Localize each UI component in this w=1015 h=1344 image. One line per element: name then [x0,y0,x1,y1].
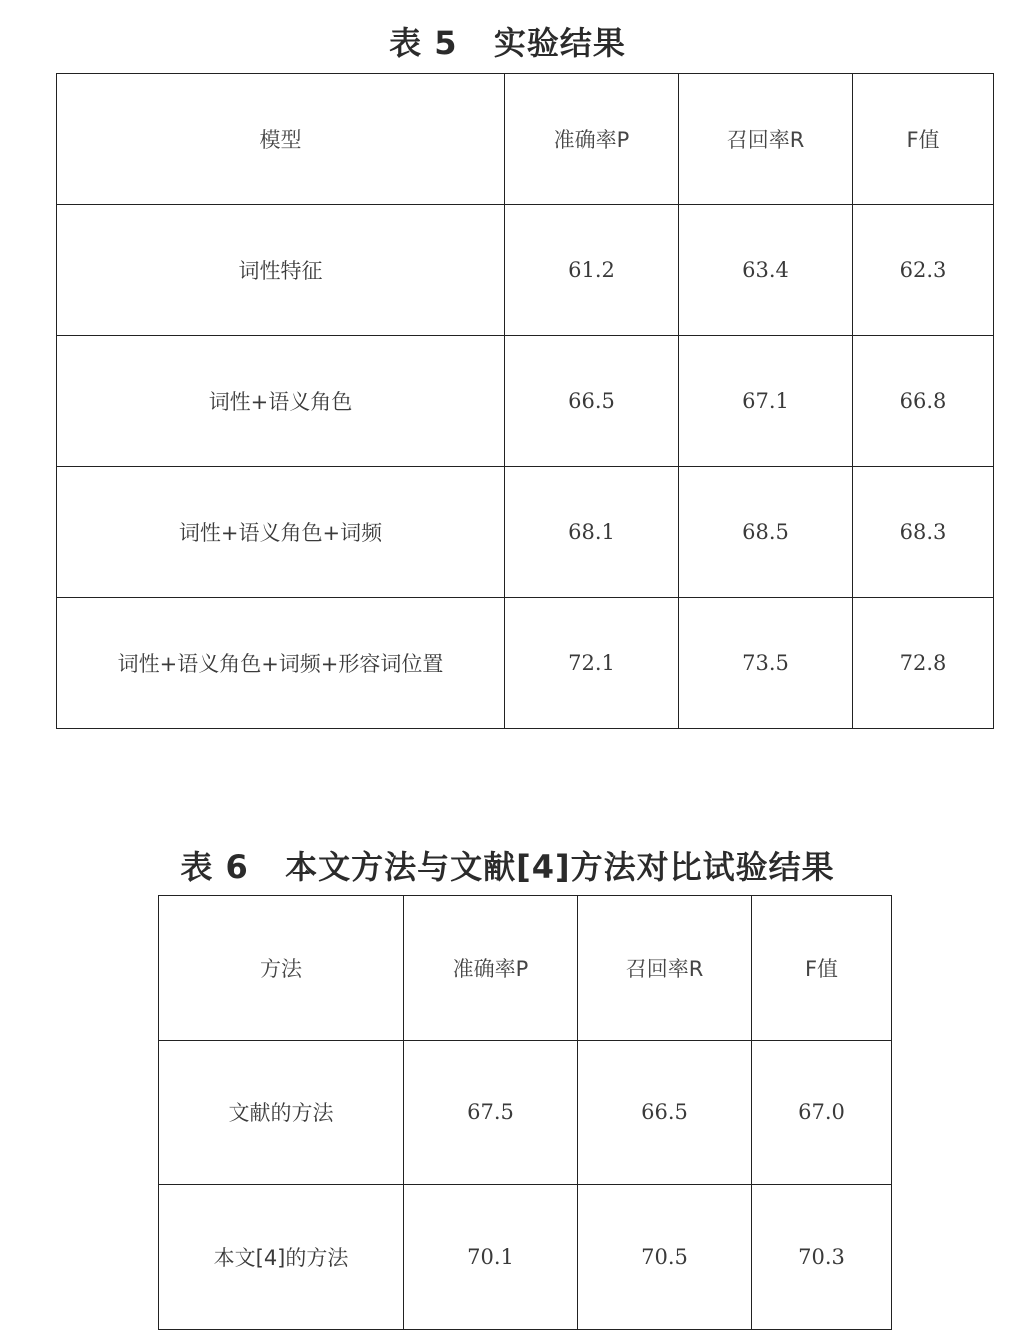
model-cell: 词性特征 [57,205,505,336]
f-value-cell: 67.0 [752,1040,892,1185]
f-value-cell: 66.8 [853,336,994,467]
table-row [159,1040,892,1185]
precision-cell: 61.2 [505,205,679,336]
method-cell: 文献的方法 [159,1040,404,1185]
recall-cell: 68.5 [679,467,853,598]
table-row [57,598,994,729]
table-row [57,467,994,598]
precision-cell: 72.1 [505,598,679,729]
header-model: 模型 [57,74,505,205]
precision-cell: 66.5 [505,336,679,467]
method-comparison-table [158,895,892,1330]
table-row [159,1185,892,1330]
header-f-value: F值 [752,896,892,1041]
header-f-value: F值 [853,74,994,205]
header-precision: 准确率P [404,896,578,1041]
table-row [57,336,994,467]
table-row [57,205,994,336]
header-recall: 召回率R [679,74,853,205]
table-header-row [159,896,892,1041]
f-value-cell: 70.3 [752,1185,892,1330]
method-cell: 本文[4]的方法 [159,1185,404,1330]
model-cell: 词性+语义角色 [57,336,505,467]
recall-cell: 63.4 [679,205,853,336]
recall-cell: 70.5 [578,1185,752,1330]
header-method: 方法 [159,896,404,1041]
precision-cell: 67.5 [404,1040,578,1185]
table-header-row [57,74,994,205]
header-precision: 准确率P [505,74,679,205]
f-value-cell: 72.8 [853,598,994,729]
f-value-cell: 68.3 [853,467,994,598]
f-value-cell: 62.3 [853,205,994,336]
model-cell: 词性+语义角色+词频 [57,467,505,598]
recall-cell: 73.5 [679,598,853,729]
precision-cell: 70.1 [404,1185,578,1330]
header-recall: 召回率R [578,896,752,1041]
table5-caption: 表 5 实验结果 [389,24,626,62]
recall-cell: 66.5 [578,1040,752,1185]
recall-cell: 67.1 [679,336,853,467]
table6-caption: 表 6 本文方法与文献[4]方法对比试验结果 [180,848,835,886]
experiment-results-table [56,73,994,729]
model-cell: 词性+语义角色+词频+形容词位置 [57,598,505,729]
precision-cell: 68.1 [505,467,679,598]
